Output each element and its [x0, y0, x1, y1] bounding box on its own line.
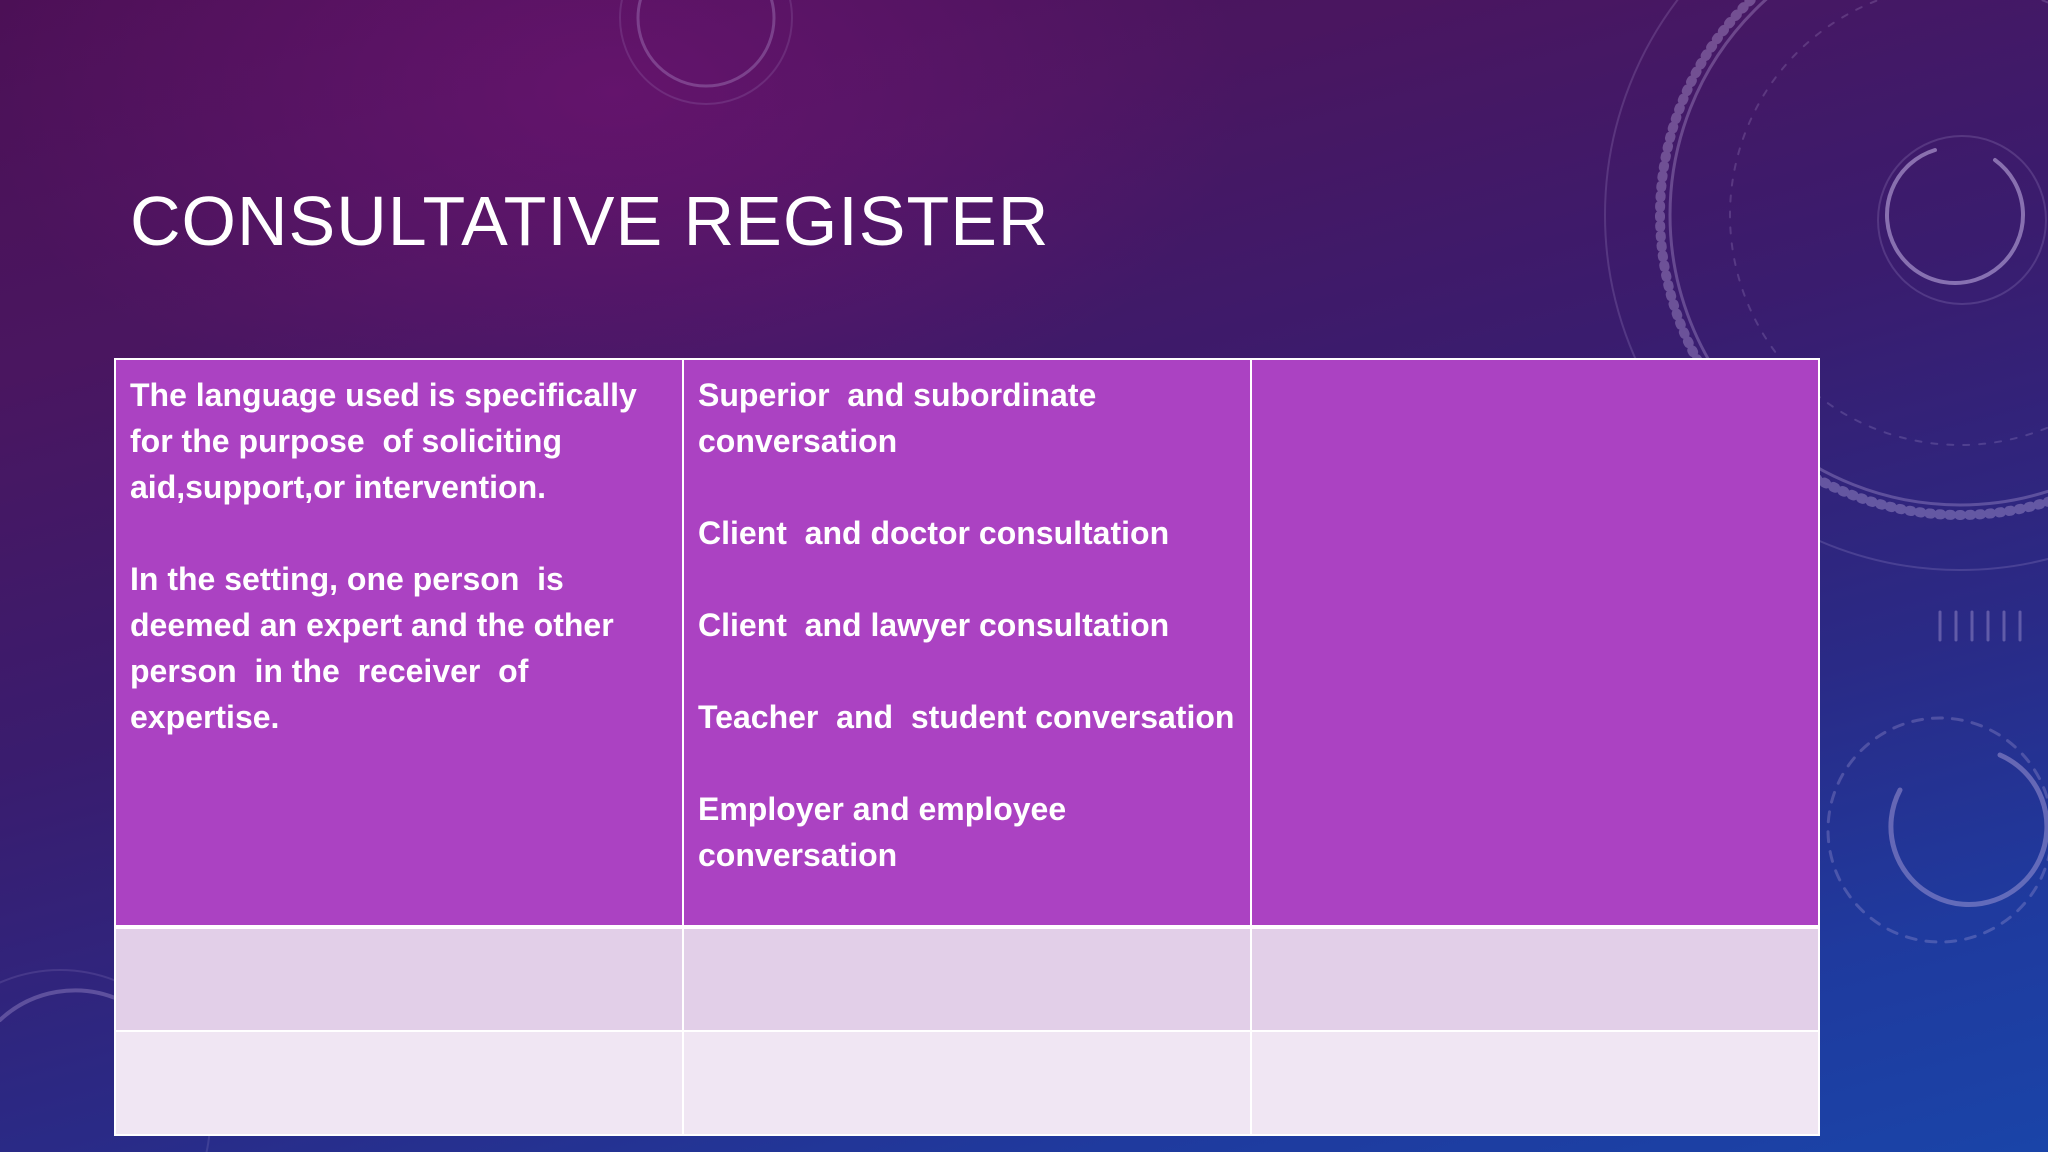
table-cell — [115, 927, 683, 1031]
table-cell — [683, 1031, 1251, 1135]
table-cell-empty — [1251, 359, 1819, 927]
content-table — [114, 358, 1820, 1136]
table-row — [115, 359, 1819, 927]
table-cell — [115, 1031, 683, 1135]
table-row — [115, 1031, 1819, 1135]
table-cell — [1251, 1031, 1819, 1135]
description-text: The language used is specifically for the purpose of soliciting aid,support,or intervention. In the setting, one person is deemed an expert and the other person in the receiver of expertise. — [130, 377, 637, 735]
examples-text: Superior and subordinate conversation Client and doctor consultation Client and lawyer consultation Teacher and student conversation Employer and employee conversation — [698, 377, 1235, 873]
table-cell — [683, 927, 1251, 1031]
table-cell-examples — [683, 359, 1251, 927]
table-row — [115, 927, 1819, 1031]
slide-title: CONSULTATIVE REGISTER — [130, 182, 1050, 260]
table-cell-description — [115, 359, 683, 927]
table-cell — [1251, 927, 1819, 1031]
